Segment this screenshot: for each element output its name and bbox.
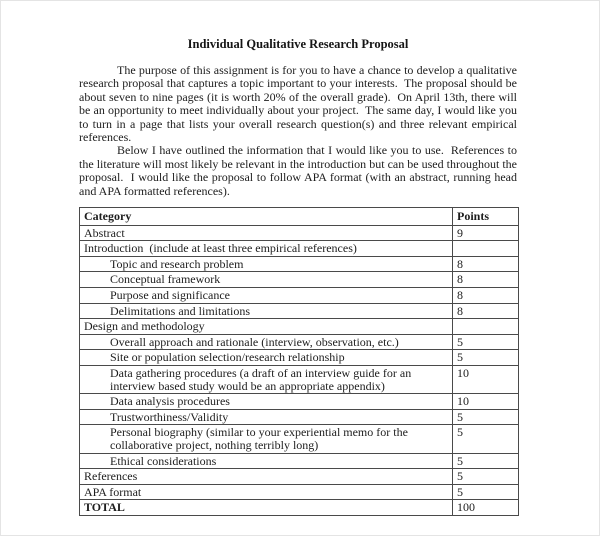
document-body-text (79, 63, 520, 198)
table-row (80, 225, 519, 241)
category-cell: Design and methodology (80, 319, 453, 335)
points-cell: 5 (453, 469, 519, 485)
document-title: Individual Qualitative Research Proposal (187, 37, 409, 51)
category-cell: Purpose and significance (80, 288, 453, 304)
table-row (80, 350, 519, 366)
table-row (80, 469, 519, 485)
points-cell (453, 241, 519, 257)
points-cell: 8 (453, 303, 519, 319)
category-cell: Data analysis procedures (80, 394, 453, 410)
points-cell: 5 (453, 409, 519, 425)
table-row (80, 425, 519, 453)
table-row (80, 303, 519, 319)
points-cell: 8 (453, 288, 519, 304)
category-cell: Introduction (include at least three empirical references) (80, 241, 453, 257)
category-cell: References (80, 469, 453, 485)
table-row (80, 334, 519, 350)
body-paragraph: The purpose of this assignment is for you to have a chance to develop a qualitative research proposal that captures a topic important to your interests. The proposal should be about seven to nine pages (it is worth 20% of the overall grade). On April 13th, there will be an opportunity to meet individually about your project. The same day, I would like you to turn in a page that lists your overall research question(s) and three relevant empirical references. (79, 63, 520, 145)
points-cell: 100 (453, 500, 519, 516)
table-row (80, 288, 519, 304)
category-cell: Data gathering procedures (a draft of an interview guide for an interview based study would be an appropriate appendix) (80, 366, 453, 394)
category-cell: Conceptual framework (80, 272, 453, 288)
table-row (80, 256, 519, 272)
table-row (80, 319, 519, 335)
category-cell: Abstract (80, 225, 453, 241)
category-cell: Overall approach and rationale (interview, observation, etc.) (80, 334, 453, 350)
points-cell: 8 (453, 256, 519, 272)
table-header-category: Category (80, 208, 453, 226)
category-cell: Personal biography (similar to your experiential memo for the collaborative project, nothing terribly long) (80, 425, 453, 453)
points-cell: 5 (453, 425, 519, 453)
grading-rubric-table (79, 207, 519, 516)
table-row (80, 366, 519, 394)
category-cell: Trustworthiness/Validity (80, 409, 453, 425)
category-cell: TOTAL (80, 500, 453, 516)
table-row (80, 272, 519, 288)
table-header-row (80, 208, 519, 226)
category-cell: Topic and research problem (80, 256, 453, 272)
category-cell: Ethical considerations (80, 453, 453, 469)
table-row (80, 241, 519, 257)
category-cell: APA format (80, 484, 453, 500)
points-cell: 5 (453, 350, 519, 366)
table-row (80, 453, 519, 469)
table-row (80, 484, 519, 500)
table-header-points: Points (453, 208, 519, 226)
points-cell: 8 (453, 272, 519, 288)
category-cell: Delimitations and limitations (80, 303, 453, 319)
points-cell: 5 (453, 484, 519, 500)
table-row (80, 409, 519, 425)
points-cell: 10 (453, 394, 519, 410)
points-cell: 5 (453, 334, 519, 350)
points-cell: 5 (453, 453, 519, 469)
points-cell: 9 (453, 225, 519, 241)
category-cell: Site or population selection/research relationship (80, 350, 453, 366)
points-cell: 10 (453, 366, 519, 394)
points-cell (453, 319, 519, 335)
body-paragraph: Below I have outlined the information that I would like you to use. References to the literature will most likely be relevant in the introduction but can be used throughout the proposal. I would like the proposal to follow APA format (with an abstract, running head and APA formatted references). (79, 143, 520, 198)
table-row (80, 500, 519, 516)
table-row (80, 394, 519, 410)
